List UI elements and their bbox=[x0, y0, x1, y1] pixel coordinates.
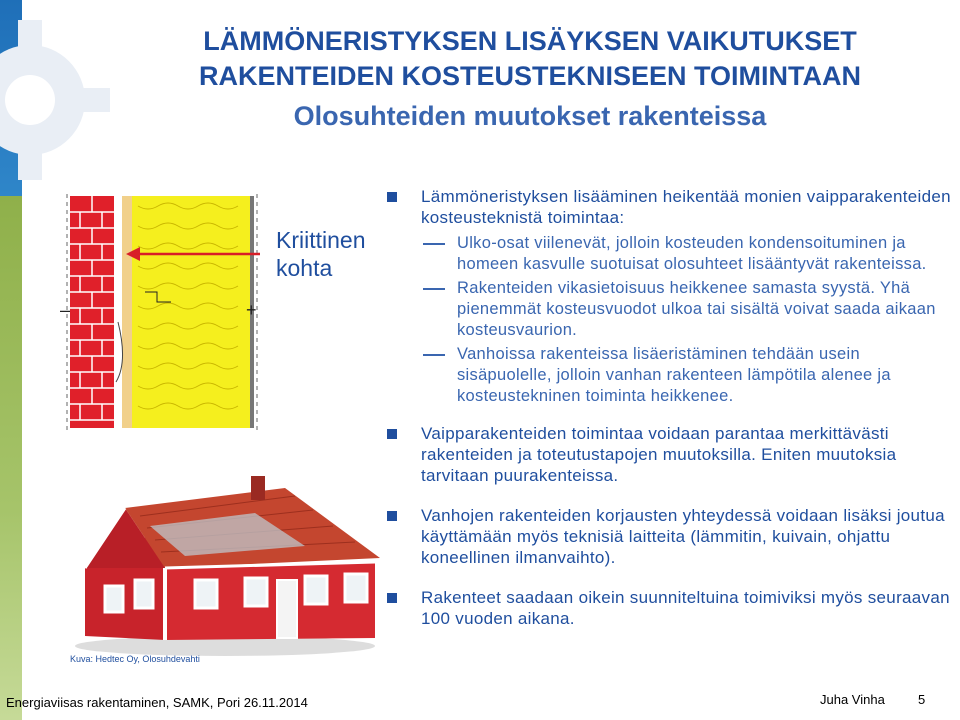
critical-label-line2: kohta bbox=[276, 255, 333, 281]
slide-title-line2: RAKENTEIDEN KOSTEUSTEKNISEEN TOIMINTAAN bbox=[198, 61, 862, 91]
slide-title-line1: LÄMMÖNERISTYKSEN LISÄYKSEN VAIKUTUKSET bbox=[203, 26, 857, 56]
bullet-text: Lämmöneristyksen lisääminen heikentää monien vaipparakenteiden kosteusteknistä toimintaa: bbox=[421, 187, 951, 227]
dash-bullet-icon bbox=[423, 354, 445, 356]
bullet-item bbox=[385, 423, 957, 486]
bullet-text: Vaipparakenteiden toimintaa voidaan parantaa merkittävästi rakenteiden ja toteutustapojen muutoksilla. Eniten muutoksia tarvitaan puurakenteissa. bbox=[421, 424, 897, 485]
inside-plus-sign: + bbox=[246, 300, 257, 320]
square-bullet-icon bbox=[387, 192, 397, 202]
square-bullet-icon bbox=[387, 511, 397, 521]
dash-bullet-icon bbox=[423, 243, 445, 245]
bullet-text: Vanhojen rakenteiden korjausten yhteydessä voidaan lisäksi joutua käyttämään myös teknisiä laitteita (lämmitin, kuivain, ohjattu koneellinen ilmanvaihto). bbox=[421, 506, 945, 567]
bullet-item bbox=[385, 186, 957, 228]
outside-minus-sign: – bbox=[60, 300, 71, 320]
image-credit: Kuva: Hedtec Oy, Olosuhdevahti bbox=[70, 654, 200, 664]
sub-bullet-item bbox=[385, 344, 957, 407]
sub-bullet-text: Ulko-osat viilenevät, jolloin kosteuden kondensoituminen ja homeen kasvulle suotuisat olosuhteet lisääntyvät rakenteissa. bbox=[457, 234, 927, 273]
critical-label-line1: Kriittinen bbox=[276, 227, 366, 253]
house-illustration bbox=[55, 468, 385, 663]
square-bullet-icon bbox=[387, 593, 397, 603]
gear-watermark-icon bbox=[0, 0, 120, 200]
bullet-item bbox=[385, 505, 957, 568]
slide-subtitle: Olosuhteiden muutokset rakenteissa bbox=[293, 101, 767, 131]
dash-bullet-icon bbox=[423, 288, 445, 290]
left-accent-strip-green bbox=[0, 196, 22, 720]
footer-event: Energiaviisas rakentaminen, SAMK, Pori 26.11.2014 bbox=[6, 695, 308, 710]
square-bullet-icon bbox=[387, 429, 397, 439]
page-number: 5 bbox=[918, 692, 926, 707]
sub-bullet-text: Vanhoissa rakenteissa lisäeristäminen tehdään usein sisäpuolelle, jolloin vanhan rakenteen lämpötila alenee ja kosteustekninen toiminta heikkenee. bbox=[457, 345, 891, 405]
insulation-layer bbox=[132, 196, 250, 428]
bullet-item bbox=[385, 587, 957, 629]
sub-bullet-text: Rakenteiden vikasietoisuus heikkenee samasta syystä. Yhä pienemmät kosteusvuodot ulkoa tai sisältä voivat saada aikaan kosteusvaurion. bbox=[457, 279, 936, 339]
bullet-text: Rakenteet saadaan oikein suunniteltuina toimiviksi myös seuraavan 100 vuoden aikana. bbox=[421, 588, 950, 628]
brick-layer bbox=[70, 196, 114, 428]
bullet-list bbox=[385, 186, 957, 629]
sub-bullet-item bbox=[385, 233, 957, 275]
footer-author: Juha Vinha bbox=[820, 692, 885, 707]
critical-point-label bbox=[276, 226, 365, 282]
sub-bullet-item bbox=[385, 278, 957, 341]
